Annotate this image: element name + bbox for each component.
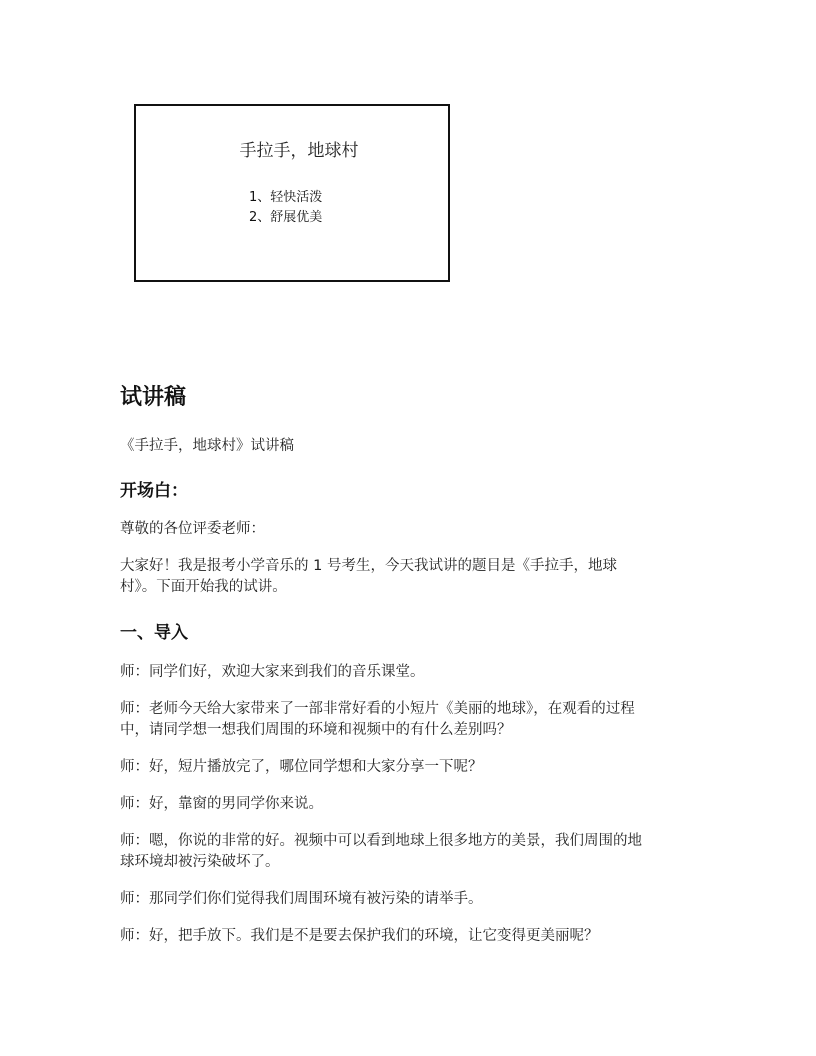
- text-line: 球环境却被污染破坏了。: [120, 854, 280, 870]
- text-line: 中，请同学想一想我们周围的环境和视频中的有什么差别吗？: [120, 722, 512, 738]
- dialogue-paragraph: 师：好，把手放下。我们是不是要去保护我们的环境，让它变得更美丽呢？: [120, 928, 599, 944]
- document-body: [120, 378, 700, 947]
- text-line: 师：老师今天给大家带来了一部非常好看的小短片《美丽的地球》，在观看的过程: [120, 701, 635, 717]
- text-line: 师：嗯，你说的非常的好。视频中可以看到地球上很多地方的美景，我们周围的地: [120, 833, 642, 849]
- dialogue-paragraph: [120, 699, 700, 741]
- intro-paragraph: [120, 556, 700, 598]
- document-subtitle: 《手拉手，地球村》试讲稿: [120, 438, 294, 454]
- section-heading-opening: 开场白：: [120, 481, 188, 501]
- dialogue-paragraph: [120, 831, 700, 873]
- slide-title: 手拉手，地球村: [239, 141, 359, 161]
- section-heading-intro: 一、导入: [120, 623, 188, 643]
- dialogue-paragraph: 师：那同学们你们觉得我们周围环境有被污染的请举手。: [120, 891, 483, 907]
- slide-list-item: 1、轻快活泼: [249, 190, 323, 205]
- text-line: 村》。下面开始我的试讲。: [120, 579, 287, 595]
- slide-list: [249, 188, 322, 228]
- dialogue-paragraph: 师：好，靠窗的男同学你来说。: [120, 796, 323, 812]
- dialogue-paragraph: 师：同学们好，欢迎大家来到我们的音乐课堂。: [120, 664, 425, 680]
- text-line: 大家好！我是报考小学音乐的 1 号考生，今天我试讲的题目是《手拉手，地球: [120, 558, 617, 574]
- dialogue-paragraph: 师：好，短片播放完了，哪位同学想和大家分享一下呢？: [120, 759, 483, 775]
- slide-list-item: 2、舒展优美: [249, 210, 323, 225]
- document-heading: 试讲稿: [120, 385, 187, 410]
- greeting-paragraph: 尊敬的各位评委老师：: [120, 521, 265, 537]
- slide-thumbnail: [134, 104, 450, 282]
